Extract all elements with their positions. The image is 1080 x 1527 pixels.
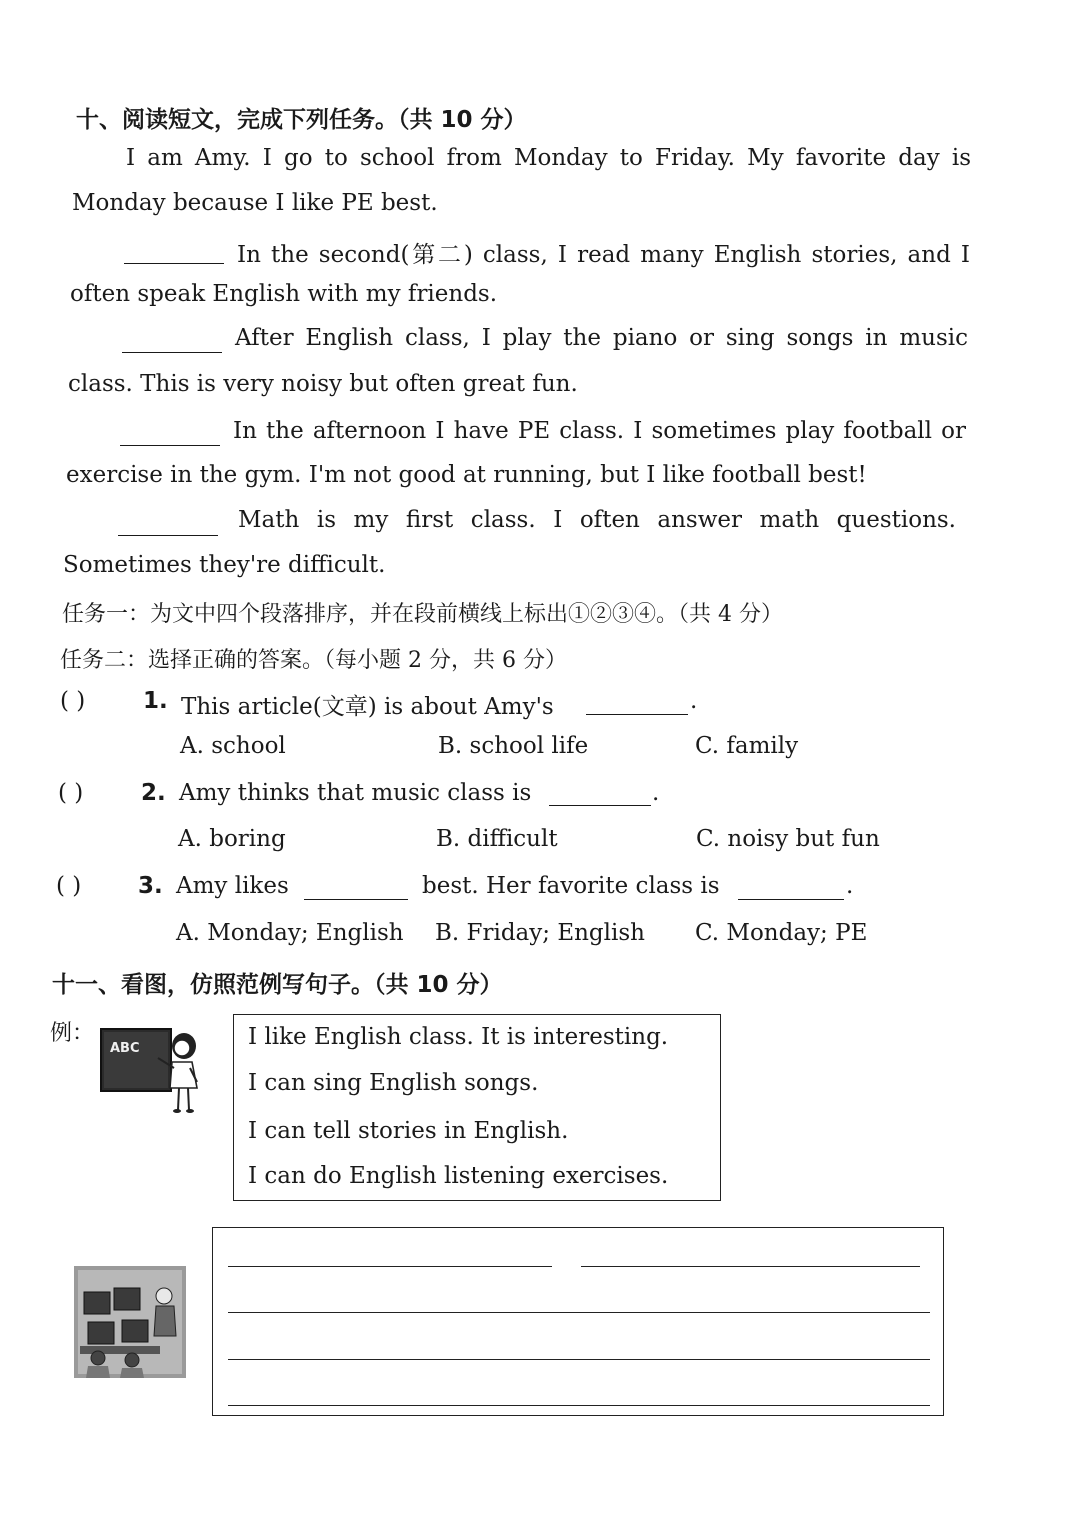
student-body-1 [86, 1366, 110, 1378]
question-3-number: 3. [138, 873, 163, 899]
intro-line-2: Monday because I like PE best. [72, 190, 438, 216]
teacher-torso [154, 1306, 176, 1336]
teacher-leg-right [188, 1088, 189, 1110]
question-2-text: Amy thinks that music class is [179, 780, 532, 806]
example-line-3: I can tell stories in English. [248, 1118, 569, 1144]
intro-line-1: I am Amy. I go to school from Monday to Friday. My favorite day is [126, 145, 971, 171]
writing-line-3[interactable] [228, 1359, 930, 1360]
question-3-option-b[interactable]: B. Friday; English [435, 920, 645, 946]
question-3-end: . [846, 873, 854, 899]
task-2-instruction: 任务二：选择正确的答案。（每小题 2 分，共 6 分） [60, 648, 567, 673]
student-head-1 [91, 1351, 105, 1365]
computer-class-illustration [74, 1266, 186, 1378]
para-2-line-1: After English class, I play the piano or sing songs in music [235, 325, 968, 351]
question-1-number: 1. [143, 688, 168, 714]
question-3-text-b: best. Her favorite class is [422, 873, 720, 899]
task-1-instruction: 任务一：为文中四个段落排序，并在段前横线上标出①②③④。（共 4 分） [62, 602, 783, 627]
section-10-heading: 十、阅读短文，完成下列任务。（共 10 分） [76, 107, 527, 133]
teacher-face [174, 1040, 190, 1056]
order-blank-1[interactable] [124, 262, 224, 264]
writing-line-4[interactable] [228, 1405, 930, 1406]
question-2-option-a[interactable]: A. boring [178, 826, 286, 852]
question-1-answer-paren[interactable]: ( ) [60, 688, 86, 714]
para-3-line-2: exercise in the gym. I'm not good at running, but I like football best! [66, 462, 867, 488]
section-11-heading: 十一、看图，仿照范例写句子。（共 10 分） [52, 972, 503, 998]
order-blank-4[interactable] [118, 534, 218, 536]
computer-monitor-4 [122, 1320, 148, 1342]
example-line-1: I like English class. It is interesting. [248, 1024, 669, 1050]
para-2-line-2: class. This is very noisy but often great fun. [68, 371, 578, 397]
question-1-end: . [690, 688, 698, 714]
teacher-blackboard-illustration [100, 1024, 210, 1116]
question-1-option-b[interactable]: B. school life [438, 733, 589, 759]
question-1-blank [586, 713, 688, 715]
computer-monitor-2 [114, 1288, 140, 1310]
computer-monitor-3 [88, 1322, 114, 1344]
para-4-line-1: Math is my first class. I often answer math questions. [238, 507, 956, 533]
student-body-2 [120, 1368, 144, 1378]
question-3-text-a: Amy likes [176, 873, 289, 899]
computer-monitor-1 [84, 1292, 110, 1314]
example-line-4: I can do English listening exercises. [248, 1163, 669, 1189]
writing-answer-box [212, 1227, 944, 1416]
board-text: ABC [110, 1041, 140, 1056]
computer-desk [80, 1346, 160, 1354]
question-2-option-c[interactable]: C. noisy but fun [696, 826, 880, 852]
question-3-blank-2 [738, 898, 844, 900]
writing-line-1a[interactable] [228, 1266, 552, 1267]
order-blank-3[interactable] [120, 444, 220, 446]
teacher-head [156, 1288, 172, 1304]
question-2-option-b[interactable]: B. difficult [436, 826, 558, 852]
example-line-2: I can sing English songs. [248, 1070, 539, 1096]
question-3-option-c[interactable]: C. Monday; PE [695, 920, 868, 946]
writing-line-1b[interactable] [581, 1266, 920, 1267]
para-4-line-2: Sometimes they're difficult. [63, 552, 386, 578]
question-2-answer-paren[interactable]: ( ) [58, 780, 84, 806]
question-1-option-c[interactable]: C. family [695, 733, 799, 759]
question-2-number: 2. [141, 780, 166, 806]
example-label: 例： [50, 1021, 95, 1046]
question-3-answer-paren[interactable]: ( ) [56, 873, 82, 899]
question-1-text: This article(文章) is about Amy's [181, 694, 554, 720]
order-blank-2[interactable] [122, 351, 222, 353]
student-head-2 [125, 1353, 139, 1367]
question-2-blank [549, 804, 651, 806]
question-1-option-a[interactable]: A. school [180, 733, 286, 759]
question-2-end: . [652, 780, 660, 806]
teacher-shoe-left [173, 1109, 181, 1113]
teacher-leg-left [178, 1088, 179, 1110]
para-3-line-1: In the afternoon I have PE class. I sometimes play football or [233, 418, 966, 444]
question-3-blank-1 [304, 898, 408, 900]
para-1-line-2: often speak English with my friends. [70, 281, 498, 307]
question-3-option-a[interactable]: A. Monday; English [176, 920, 404, 946]
para-1-line-1: In the second(第二) class, I read many English stories, and I [237, 242, 970, 268]
writing-line-2[interactable] [228, 1312, 930, 1313]
teacher-shoe-right [186, 1109, 194, 1113]
